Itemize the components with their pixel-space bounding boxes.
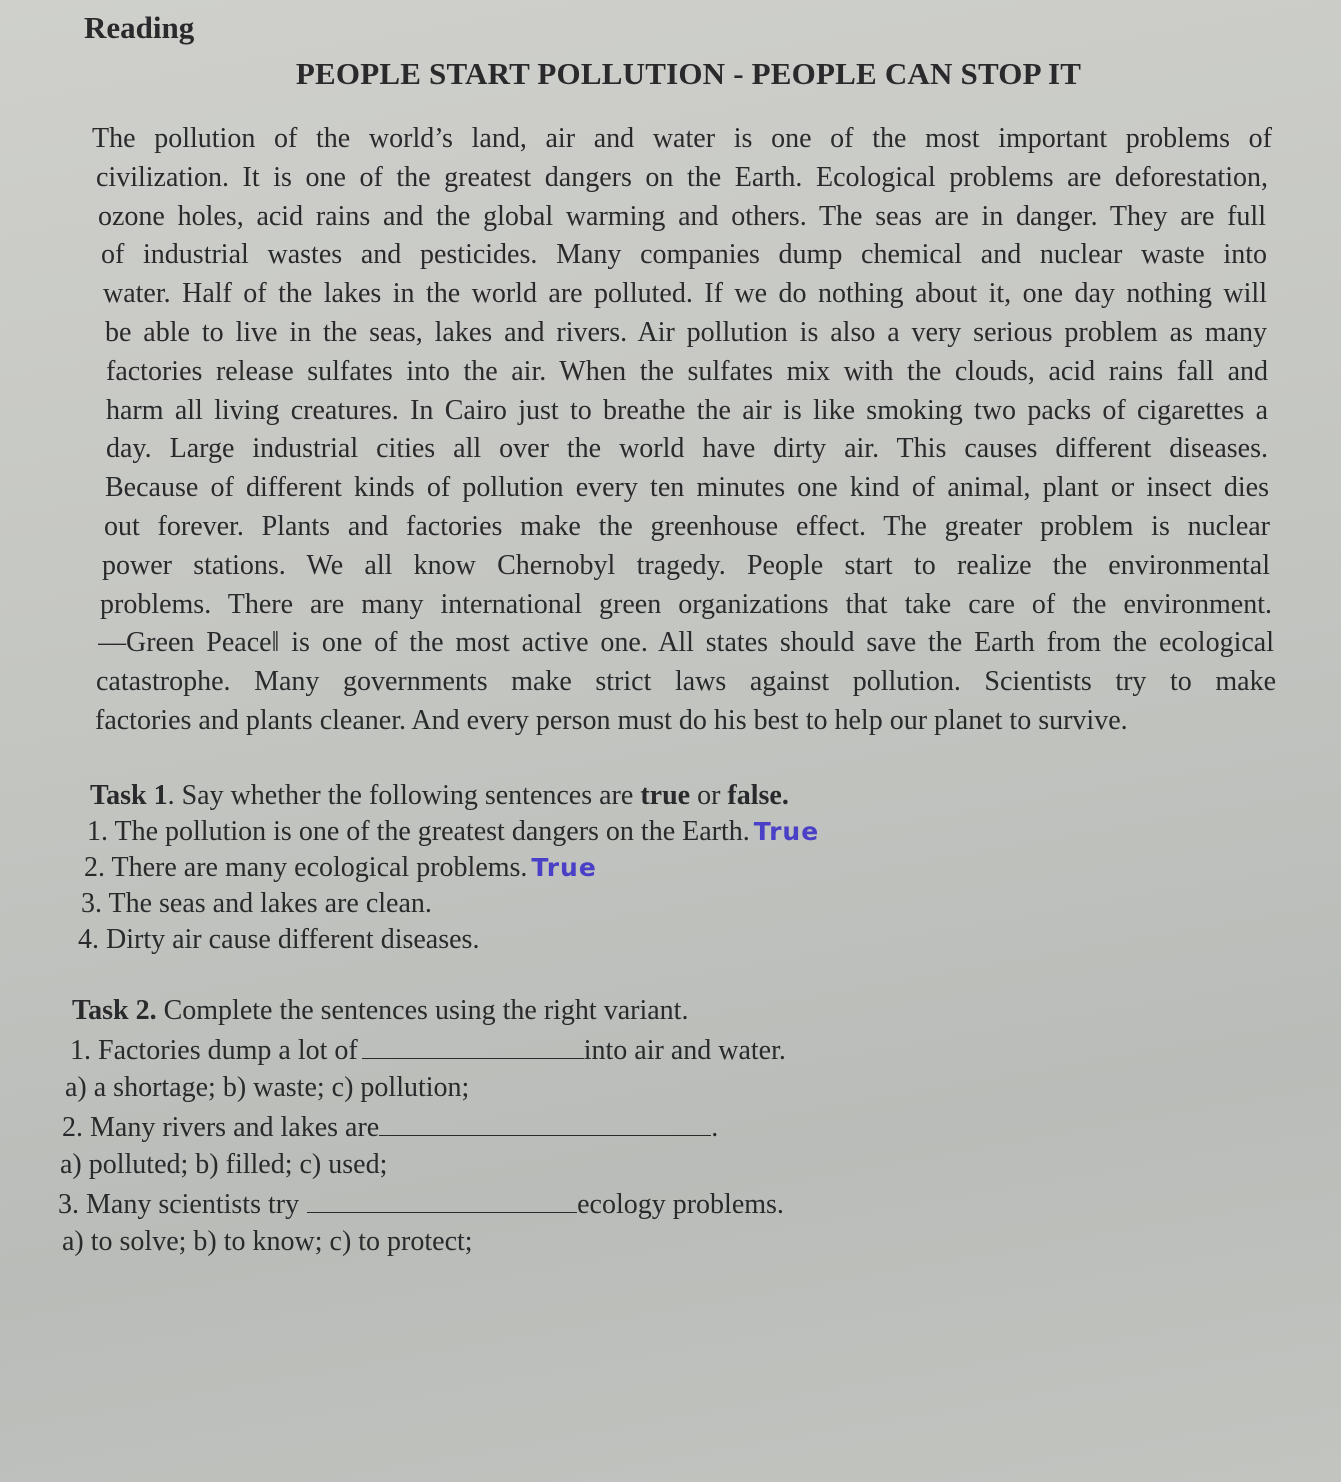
passage-line: out forever. Plants and factories make the greenhouse effect. The greater problem is nuclear: [104, 510, 1270, 542]
passage-line: of industrial wastes and pesticides. Many companies dump chemical and nuclear waste into: [101, 239, 1267, 271]
task1-word-or: or: [690, 780, 728, 811]
passage-line: Because of different kinds of pollution every ten minutes one kind of animal, plant or insect dies: [105, 472, 1269, 504]
handwritten-answer: True: [531, 853, 597, 882]
task1-item: [78, 922, 819, 958]
handwritten-answer: True: [753, 817, 820, 846]
task1-item: [84, 850, 819, 886]
passage-line: civilization. It is one of the greatest dangers on the Earth. Ecological problems are deforestation,: [96, 161, 1268, 193]
task1-item-text: 2. There are many ecological problems.: [84, 852, 528, 883]
task2-q2-text: 2. Many rivers and lakes are: [62, 1111, 380, 1143]
task1-item: [81, 886, 819, 922]
passage-line: —Green Peace‖ is one of the most active one. All states should save the Earth from the ecological: [98, 627, 1274, 659]
passage-line: be able to live in the seas, lakes and rivers. Air pollution is also a very serious problem as many: [105, 316, 1267, 348]
task1-item: [87, 814, 819, 850]
passage-line: factories and plants cleaner. And every person must do his best to help our planet to survive.: [95, 704, 1128, 736]
answer-blank[interactable]: [307, 1184, 577, 1213]
task2-label: Task 2.: [72, 995, 157, 1026]
answer-blank[interactable]: [362, 1030, 584, 1059]
task2-heading: [72, 992, 786, 1030]
passage-line: problems. There are many international green organizations that take care of the environment.: [100, 588, 1272, 620]
task1-label: Task 1: [90, 780, 168, 811]
task2-options: a) to solve; b) to know; c) to protect;: [62, 1226, 473, 1257]
passage-line: power stations. We all know Chernobyl tragedy. People start to realize the environmental: [102, 549, 1270, 581]
task1-item-text: 3. The seas and lakes are clean.: [81, 888, 432, 919]
passage-line: factories release sulfates into the air. When the sulfates mix with the clouds, acid rains fall and: [106, 355, 1268, 387]
passage-line: water. Half of the lakes in the world are polluted. If we do nothing about it, one day nothing will: [103, 278, 1267, 310]
section-label: Reading: [84, 10, 195, 45]
passage-line: The pollution of the world’s land, air and water is one of the most important problems of: [92, 123, 1272, 154]
answer-blank[interactable]: [379, 1107, 711, 1136]
task1-item-text: 4. Dirty air cause different diseases.: [78, 924, 480, 955]
task2: [58, 992, 786, 1261]
reading-passage: [92, 120, 1276, 741]
task2-q3-text: 3. Many scientists try: [58, 1188, 300, 1220]
task2-question: [70, 1030, 786, 1070]
task1-heading: [90, 778, 819, 814]
task2-q1-end: into air and water.: [583, 1034, 786, 1066]
task2-instruction: Complete the sentences using the right variant.: [156, 995, 689, 1026]
task2-q3-end: ecology problems.: [577, 1188, 784, 1220]
task2-q1-text: 1. Factories dump a lot of: [70, 1034, 358, 1066]
page-title: PEOPLE START POLLUTION - PEOPLE CAN STOP IT: [295, 56, 1082, 91]
passage-line: day. Large industrial cities all over the world have dirty air. This causes different diseases.: [106, 433, 1268, 465]
task1-word-true: true: [640, 780, 691, 811]
task2-options: a) a shortage; b) waste; c) pollution;: [65, 1072, 470, 1103]
passage-line: ozone holes, acid rains and the global warming and others. The seas are in danger. They are full: [98, 200, 1266, 232]
task1-word-false: false.: [727, 780, 789, 811]
task2-options: a) polluted; b) filled; c) used;: [60, 1149, 388, 1180]
passage-line: harm all living creatures. In Cairo just to breathe the air is like smoking two packs of cigarettes a: [106, 394, 1268, 426]
task2-question: [58, 1184, 786, 1224]
task2-question: [62, 1107, 786, 1147]
task1-instruction: . Say whether the following sentences are: [167, 780, 641, 811]
task2-q2-end: .: [711, 1111, 719, 1143]
passage-line: catastrophe. Many governments make strict laws against pollution. Scientists try to make: [96, 666, 1276, 698]
task1-item-text: 1. The pollution is one of the greatest dangers on the Earth.: [87, 816, 750, 847]
task1: [78, 778, 820, 958]
